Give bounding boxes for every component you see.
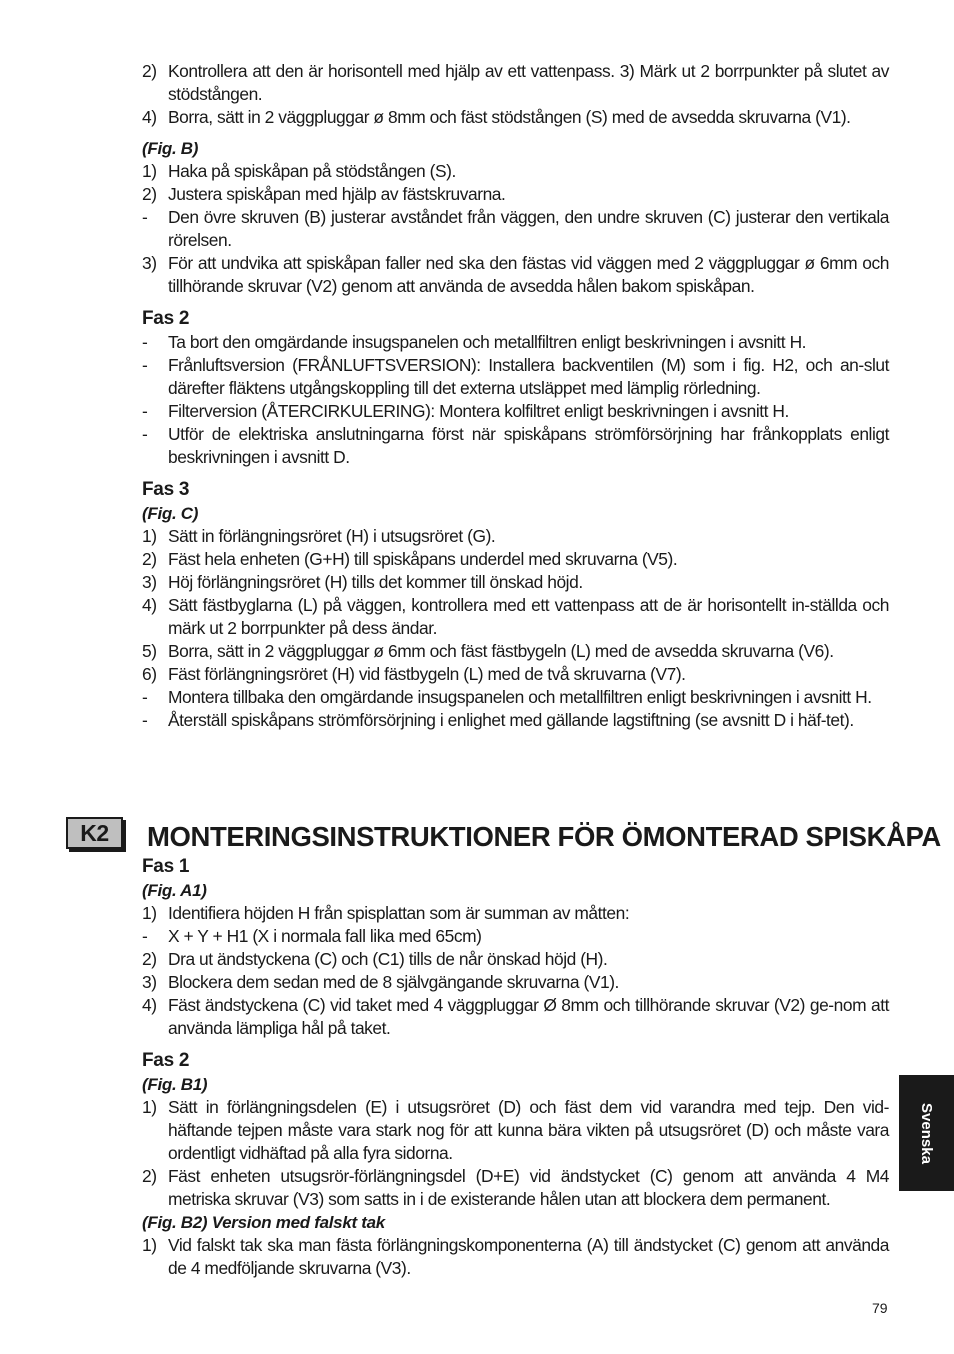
section-heading-fas3: Fas 3 xyxy=(142,479,190,500)
list-k2-fas2-b2 xyxy=(142,1234,889,1280)
list-item: 1) Sätt in förlängningsdelen (E) i utsugsröret (D) och fäst dem vid varandra med tejp. Den vid-häftande tejpen måste vara stark nog för att kunna bära vikten på utsugsröret (D) och måste vara ordentligt vidhäftad på alla fyra sidorna. xyxy=(142,1097,889,1163)
language-tab xyxy=(899,1075,954,1191)
list-item: - Ta bort den omgärdande insugspanelen och metallfiltren enligt beskrivningen i avsnitt H. xyxy=(142,332,807,352)
list-k2-fas2 xyxy=(142,1096,889,1211)
list-item: - Filterversion (ÅTERCIRKULERING): Montera kolfiltret enligt beskrivningen i avsnitt H. xyxy=(142,401,789,421)
list-item: - Den övre skruven (B) justerar avståndet från väggen, den undre skruven (C) justerar den vertikala rörelsen. xyxy=(142,207,889,250)
section-title-k2: MONTERINGSINSTRUKTIONER FÖR ÖMONTERAD SPISKÅPA xyxy=(147,821,941,852)
list-item: 4) Fäst ändstyckena (C) vid taket med 4 väggpluggar Ø 8mm och tillhörande skruvar (V2) ge-nom att använda lämpliga hål på taket. xyxy=(142,995,889,1038)
fig-b-label: (Fig. B) xyxy=(142,139,199,158)
k2-content xyxy=(142,854,889,1280)
list-item: - X + Y + H1 (X i normala fall lika med 65cm) xyxy=(142,926,482,946)
list-item: - Utför de elektriska anslutningarna först när spiskåpans strömförsörjning har frånkopplats enligt beskrivningen i avsnitt D. xyxy=(142,424,889,467)
fig-b1-label: (Fig. B1) xyxy=(142,1075,208,1094)
fig-a1-label: (Fig. A1) xyxy=(142,881,207,900)
list-item: 1) Vid falskt tak ska man fästa förlängningskomponenterna (A) till ändstycket (C) genom att använda de 4 medföljande skruvarna (V3). xyxy=(142,1235,889,1278)
list-item: 6) Fäst förlängningsröret (H) vid fästbygeln (L) med de två skruvarna (V7). xyxy=(142,664,686,684)
language-tab-label: Svenska xyxy=(918,1102,936,1164)
list-item: 1) Identifiera höjden H från spisplattan som är summan av måtten: xyxy=(142,903,630,923)
section-heading-fas2: Fas 2 xyxy=(142,308,190,329)
list-top xyxy=(142,60,889,129)
list-item: 5) Borra, sätt in 2 väggpluggar ø 6mm och fäst fästbygeln (L) med de avsedda skruvarna (V6). xyxy=(142,641,834,661)
page-content xyxy=(142,60,889,732)
list-item: - Återställ spiskåpans strömförsörjning i enlighet med gällande lagstiftning (se avsnitt D i häf-tet). xyxy=(142,710,854,730)
list-item: 2) Fäst hela enheten (G+H) till spiskåpans underdel med skruvarna (V5). xyxy=(142,549,678,569)
list-fas2 xyxy=(142,331,889,469)
list-item: 2) Dra ut ändstyckena (C) och (C1) tills de når önskad höjd (H). xyxy=(142,949,608,969)
k2-heading-fas2: Fas 2 xyxy=(142,1050,190,1071)
list-fas3 xyxy=(142,525,889,732)
section-badge-k2: K2 xyxy=(66,817,123,849)
list-item: - Montera tillbaka den omgärdande insugspanelen och metallfiltren enligt beskrivningen i avsnitt H. xyxy=(142,687,872,707)
list-item: - Frånluftsversion (FRÅNLUFTSVERSION): Installera backventilen (M) som i fig. H2, och an-slut därefter fläktens utgångskoppling till det externa utsläppet med lämplig rörledning. xyxy=(142,355,889,398)
k2-heading-fas1: Fas 1 xyxy=(142,856,190,877)
list-item: 2) Justera spiskåpan med hjälp av fästskruvarna. xyxy=(142,184,506,204)
list-item: 2) Kontrollera att den är horisontell med hjälp av ett vattenpass. 3) Märk ut 2 borrpunkter på slutet av stödstången. xyxy=(142,61,889,104)
page-number: 79 xyxy=(872,1300,888,1316)
fig-c-label: (Fig. C) xyxy=(142,504,199,523)
list-k2-fas1 xyxy=(142,902,889,1040)
list-fig-b xyxy=(142,160,889,298)
fig-b2-label: (Fig. B2) Version med falskt tak xyxy=(142,1213,385,1232)
list-item: 4) Borra, sätt in 2 väggpluggar ø 8mm och fäst stödstången (S) med de avsedda skruvarna (V1). xyxy=(142,107,851,127)
list-item: 3) Blockera dem sedan med de 8 självgängande skruvarna (V1). xyxy=(142,972,619,992)
list-item: 1) Sätt in förlängningsröret (H) i utsugsröret (G). xyxy=(142,526,496,546)
list-item: 4) Sätt fästbyglarna (L) på väggen, kontrollera med ett vattenpass att de är horisontellt in-ställda och märk ut 2 borrpunkter på dess ändar. xyxy=(142,595,889,638)
list-item: 3) För att undvika att spiskåpan faller ned ska den fästas vid väggen med 2 väggpluggar ø 6mm och tillhörande skruvar (V2) genom att använda de avsedda hålen bakom spiskåpan. xyxy=(142,253,889,296)
list-item: 3) Höj förlängningsröret (H) tills det kommer till önskad höjd. xyxy=(142,572,583,592)
list-item: 1) Haka på spiskåpan på stödstången (S). xyxy=(142,161,456,181)
list-item: 2) Fäst enheten utsugsrör-förlängningsdel (D+E) vid ändstycket (C) genom att använda 4 M4 metriska skruvar (V3) som satts in i de existerande hålen utan att blockera dem permanent. xyxy=(142,1166,889,1209)
